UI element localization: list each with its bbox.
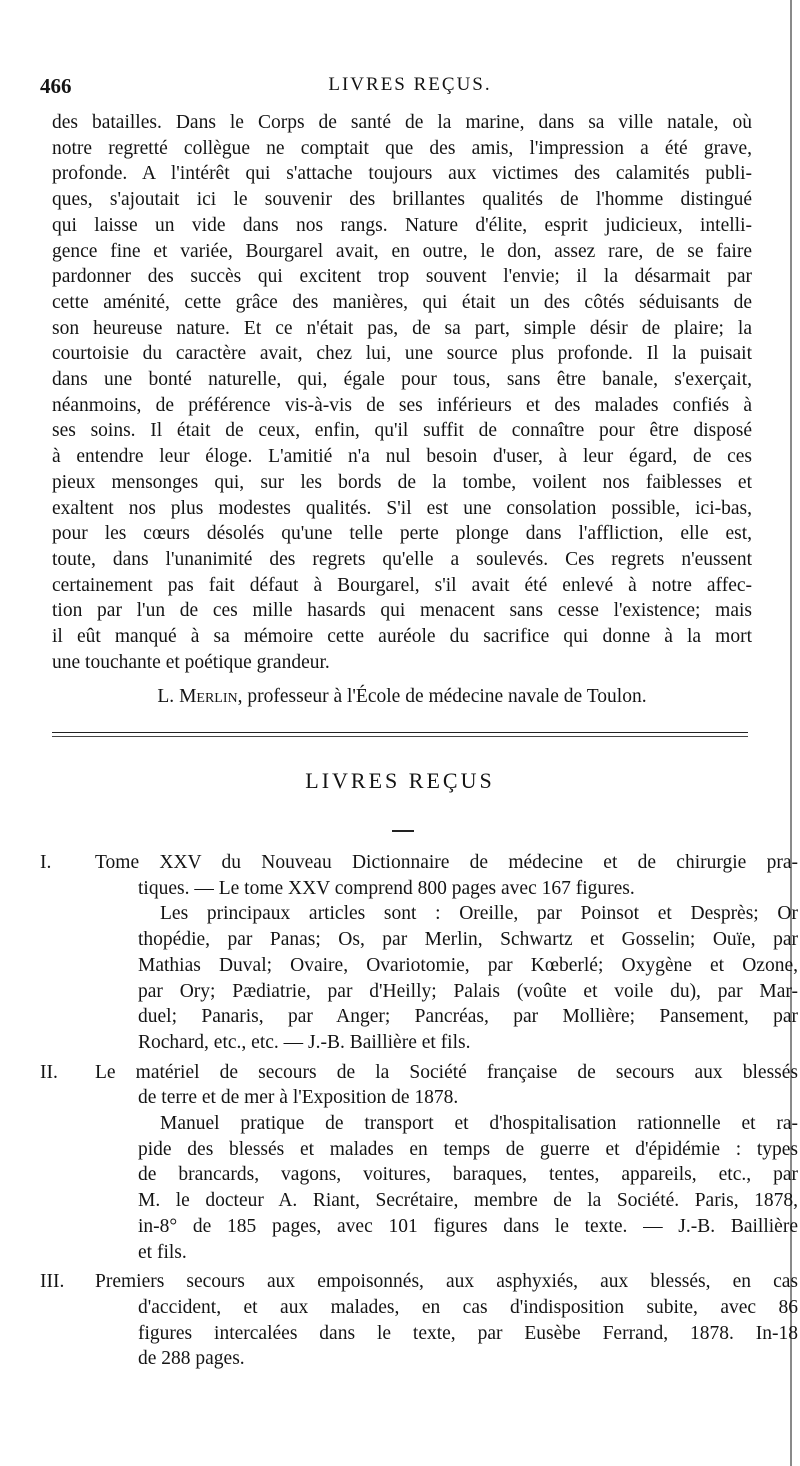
text-line: Premiers secours aux empoisonnés, aux asphyxiés, aux blessés, en cas [95,1271,798,1293]
text-line: Les principaux articles sont : Oreille, par Poinsot et Desprès; Or [160,903,798,925]
text-line: notre regretté collègue ne comptait que des amis, l'impression a été grave, [52,137,752,159]
book-list [40,850,798,1376]
text-line: pardonner des succès qui excitent trop souvent l'envie; il la désarmait par [52,266,752,288]
book-description [95,1269,798,1372]
text-line: gence fine et variée, Bourgarel avait, en outre, le don, assez rare, de se faire [52,240,752,262]
text-line: dans une bonté naturelle, qui, égale pour tous, sans être banale, s'exerçait, [52,369,752,391]
book-number: I. [40,852,52,873]
text-line: d'accident, et aux malades, en cas d'indisposition subite, avec 86 [138,1296,798,1318]
text-line: cette aménité, cette grâce des manières, qui était un des côtés séduisants de [52,291,752,313]
text-line: M. le docteur A. Riant, Secrétaire, membre de la Société. Paris, 1878, [138,1190,798,1212]
author-signature [52,686,752,708]
text-line: Tome XXV du Nouveau Dictionnaire de médecine et de chirurgie pra- [95,852,798,873]
text-line: Le matériel de secours de la Société française de secours aux blessés [95,1061,798,1083]
book-entry [40,1269,798,1372]
title-separator-rule [392,830,414,832]
text-line: duel; Panaris, par Anger; Pancréas, par Mollière; Pansement, par [138,1006,798,1028]
text-line: à entendre leur éloge. L'amitié n'a nul besoin d'user, à leur égard, de ces [52,446,752,468]
text-line: par Ory; Pædiatrie, par d'Heilly; Palais (voûte et voile du), par Mar- [138,980,798,1002]
text-line: pour les cœurs désolés qu'une telle perte plonge dans l'affliction, elle est, [52,523,752,545]
text-line: néanmoins, de préférence vis-à-vis de ses inférieurs et des malades confiés à [52,394,752,416]
text-line: pieux mensonges qui, sur les bords de la tombe, voilent nos faiblesses et [52,471,752,493]
text-line: et fils. [138,1241,187,1263]
text-line: pide des blessés et malades en temps de guerre et d'épidémie : types [138,1138,798,1160]
book-entry [40,1060,798,1266]
text-line: ses soins. Il était de ceux, enfin, qu'il suffit de connaître pour être disposé [52,420,752,442]
text-line: Manuel pratique de transport et d'hospitalisation rationnelle et ra- [160,1113,798,1135]
text-line: profonde. A l'intérêt qui s'attache toujours aux victimes des calamités publi- [52,163,752,185]
page-header [40,74,780,104]
text-line: toute, dans l'unanimité des regrets qu'elle a soulevés. Ces regrets n'eussent [52,548,752,570]
obituary-text [52,110,752,675]
signature-name: Merlin [179,686,238,707]
section-divider [52,732,748,733]
text-line: Mathias Duval; Ovaire, Ovariotomie, par Kœberlé; Oxygène et Ozone, [138,954,798,976]
book-number: II. [40,1061,58,1083]
text-line: de 288 pages. [138,1348,245,1370]
text-line: qui laisse un vide dans nos rangs. Nature d'élite, esprit judicieux, intelli- [52,214,752,236]
text-line: courtoisie du caractère avait, chez lui, une source plus profonde. Il la puisait [52,343,752,365]
signature-affiliation: , professeur à l'École de médecine navale de Toulon. [237,686,647,707]
signature-initial: L. [157,686,180,707]
text-line: certainement pas fait défaut à Bourgarel, s'il avait été enlevé à notre affec- [52,574,752,596]
text-line: il eût manqué à sa mémoire cette auréole du sacrifice qui donne à la mort [52,626,752,648]
page-number: 466 [40,74,72,98]
book-entry [40,850,798,1056]
text-line: tion par l'un de ces mille hasards qui menacent sans cesse l'existence; mais [52,600,752,622]
text-line: exaltent nos plus modestes qualités. S'il est une consolation possible, ici-bas, [52,497,752,519]
running-title: LIVRES REÇUS. [328,74,492,95]
text-line: tiques. — Le tome XXV comprend 800 pages avec 167 figures. [138,877,635,899]
text-line: de brancards, vagons, voitures, baraques, tentes, appareils, etc., par [138,1164,798,1186]
section-title: LIVRES REÇUS [305,768,495,793]
text-line: une touchante et poétique grandeur. [52,651,330,673]
text-line: ques, s'ajoutait ici le souvenir des brillantes qualités de l'homme distingué [52,189,752,211]
text-line: son heureuse nature. Et ce n'était pas, de sa part, simple désir de plaire; la [52,317,752,339]
book-description [95,850,798,1056]
book-description [95,1060,798,1266]
text-line: in-8° de 185 pages, avec 101 figures dans le texte. — J.-B. Baillière [138,1215,798,1237]
section-divider-thin [52,736,748,737]
text-line: figures intercalées dans le texte, par Eusèbe Ferrand, 1878. In-18 [138,1322,798,1344]
text-line: thopédie, par Panas; Os, par Merlin, Schwartz et Gosselin; Ouïe, par [138,929,798,951]
book-number: III. [40,1271,65,1293]
text-line: de terre et de mer à l'Exposition de 1878. [138,1087,459,1109]
text-line: des batailles. Dans le Corps de santé de la marine, dans sa ville natale, où [52,112,752,133]
text-line: Rochard, etc., etc. — J.-B. Baillière et fils. [138,1031,471,1053]
